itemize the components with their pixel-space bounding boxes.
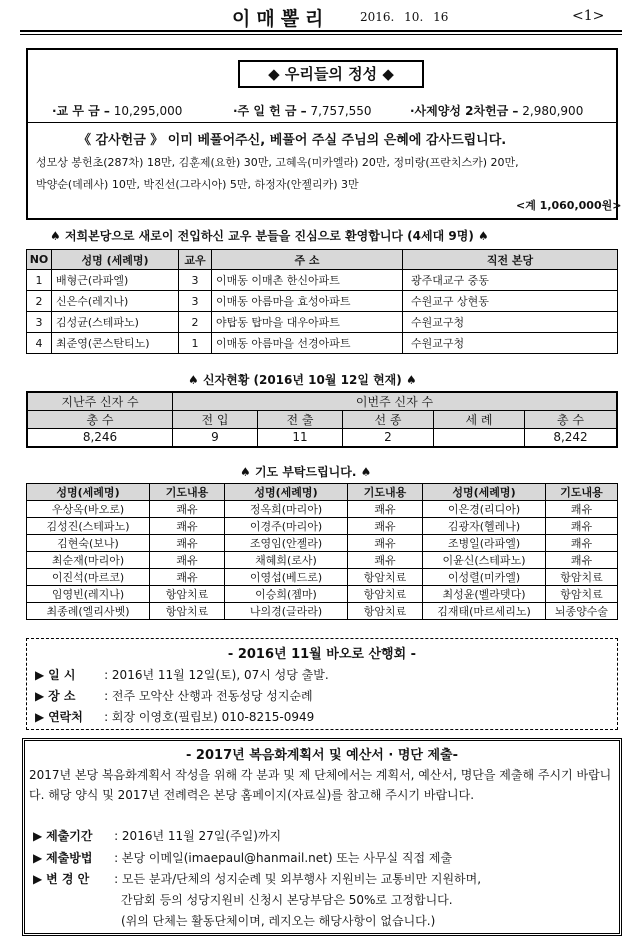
pilgrimage-label: 장 소 (48, 689, 76, 703)
value-cell: 2 (343, 429, 434, 447)
sub-header: 전 출 (258, 411, 343, 429)
bulletin-title: 이매뽈리 (232, 8, 330, 30)
thanks-total: <계 1,060,000원> (516, 199, 622, 212)
page-number: <1> (572, 8, 605, 24)
arrow-icon: ▶ (33, 872, 43, 886)
table-cell: 항암치료 (150, 586, 225, 603)
table-row (27, 569, 618, 586)
offering-item (233, 102, 372, 119)
bulletin-date: 2016. 10. 16 (360, 10, 449, 24)
table-header: 기도내용 (348, 484, 423, 501)
table-row (27, 518, 618, 535)
believers-heading (188, 371, 417, 388)
table-cell: 쾌유 (150, 569, 225, 586)
offering-item (410, 102, 583, 119)
table-cell: 4 (27, 333, 52, 354)
notice-row (33, 870, 481, 887)
table-header: 주 소 (212, 250, 403, 270)
table-header-row (27, 250, 618, 270)
table-cell: 임영빈(레지나) (27, 586, 150, 603)
notice-text: : 모든 분과/단체의 성지순례 및 외부행사 지원비는 교통비만 지원하며, (114, 872, 482, 886)
table-row (27, 291, 618, 312)
table-cell: 쾌유 (348, 518, 423, 535)
table-row (27, 552, 618, 569)
notice-continuation: 간담회 등의 성당지원비 신청시 본당부담은 50%로 고정합니다. (121, 893, 453, 907)
thanks-title: 《 감사헌금 》 이미 베풀어주신, 베풀어 주실 주님의 은혜에 감사드립니다. (78, 133, 507, 148)
table-row (27, 501, 618, 518)
notice-title: - 2017년 복음화계획서 및 예산서 · 명단 제출- (186, 748, 458, 763)
spade-icon: ♠ (50, 229, 61, 243)
table-cell: 쾌유 (546, 501, 618, 518)
notice-text: : 본당 이메일(imaepaul@hanmail.net) 또는 사무실 직접 제출 (114, 851, 453, 865)
table-header: NO (27, 250, 52, 270)
table-cell: 김성진(스테파노) (27, 518, 150, 535)
pilgrimage-row (35, 687, 313, 704)
offering-item-label: ·교 무 금 – (52, 104, 110, 118)
table-cell: 3 (27, 312, 52, 333)
table-cell: 나의경(글라라) (225, 603, 348, 620)
table-cell: 1 (27, 270, 52, 291)
table-cell: 이은경(리디아) (423, 501, 546, 518)
arrow-icon: ▶ (35, 668, 45, 682)
arrow-icon: ▶ (35, 689, 45, 703)
table-cell: 쾌유 (348, 501, 423, 518)
table-cell: 항암치료 (348, 586, 423, 603)
table-cell: 이윤신(스테파노) (423, 552, 546, 569)
table-cell: 배형근(라파엘) (52, 270, 179, 291)
sub-header: 세 례 (434, 411, 525, 429)
table-header: 성명 (세례명) (52, 250, 179, 270)
pilgrimage-box (26, 638, 618, 730)
prayer-table (26, 483, 618, 620)
table-cell: 이경주(마리아) (225, 518, 348, 535)
notice-text: : 2016년 11월 27일(주일)까지 (114, 829, 282, 843)
offering-item-label: ·사제양성 2차헌금 – (410, 104, 519, 118)
notice-box (22, 738, 622, 936)
offering-item-label: ·주 일 헌 금 – (233, 104, 307, 118)
table-cell: 최순재(마리아) (27, 552, 150, 569)
table-cell: 최종례(엘리사벳) (27, 603, 150, 620)
table-cell: 이매동 이매촌 한신아파트 (212, 270, 403, 291)
table-cell: 2 (179, 312, 212, 333)
diamond-icon: ◆ (268, 65, 280, 83)
diamond-icon: ◆ (382, 65, 394, 83)
value-cell (434, 429, 525, 447)
welcome-heading (50, 227, 489, 244)
offering-item-value: 7,757,550 (310, 104, 372, 118)
sub-header: 선 종 (343, 411, 434, 429)
notice-body: 2017년 본당 복음화계획서 작성을 위해 각 분과 및 제 단체에서는 계획서, 예산서, 명단을 제출해 주시기 바랍니다. 해당 양식 및 2017년 전례력은 본당 홈페이지(자료실)를 참고해 주시기 바랍니다. (29, 768, 612, 802)
value-cell: 9 (173, 429, 258, 447)
offering-item (52, 102, 182, 119)
notice-label: 제출방법 (46, 851, 93, 865)
notice-label: 제출기간 (46, 829, 93, 843)
notice-row (33, 827, 281, 844)
table-cell: 쾌유 (150, 535, 225, 552)
header-rule-thin (20, 34, 622, 35)
arrow-icon: ▶ (35, 710, 45, 724)
pilgrimage-row (35, 708, 314, 725)
pilgrimage-label: 일 시 (48, 668, 76, 682)
table-header: 성명(세례명) (225, 484, 348, 501)
table-cell: 쾌유 (546, 518, 618, 535)
table-header: 직전 본당 (403, 250, 618, 270)
table-cell: 쾌유 (150, 518, 225, 535)
table-cell: 쾌유 (150, 501, 225, 518)
last-week-header: 지난주 신자 수 (27, 392, 173, 411)
table-cell: 3 (179, 291, 212, 312)
this-total: 8,242 (525, 429, 618, 447)
table-row (27, 312, 618, 333)
table-cell: 정옥희(마리아) (225, 501, 348, 518)
table-header: 성명(세례명) (27, 484, 150, 501)
table-cell: 광주대교구 중동 (403, 270, 618, 291)
notice-row (33, 849, 452, 866)
pilgrimage-text: : 전주 모악산 산행과 전동성당 성지순례 (104, 689, 313, 703)
arrow-icon: ▶ (33, 851, 43, 865)
table-cell: 쾌유 (546, 552, 618, 569)
value-cell: 11 (258, 429, 343, 447)
welcome-table (26, 249, 618, 354)
table-cell: 김광자(헬레나) (423, 518, 546, 535)
table-row (27, 333, 618, 354)
table-cell: 3 (179, 270, 212, 291)
spade-icon: ♠ (360, 465, 372, 479)
table-cell: 조영임(안젤라) (225, 535, 348, 552)
table-cell: 쾌유 (546, 535, 618, 552)
table-cell: 항암치료 (546, 586, 618, 603)
table-cell: 신은수(레지나) (52, 291, 179, 312)
offering-title: 우리들의 정성 (284, 65, 378, 83)
table-cell: 이매동 아름마을 효성아파트 (212, 291, 403, 312)
table-cell: 최성윤(벨라뎃다) (423, 586, 546, 603)
pilgrimage-text: : 2016년 11월 12일(토), 07시 성당 출발. (104, 668, 329, 682)
table-cell: 우상옥(바오로) (27, 501, 150, 518)
spade-icon: ♠ (405, 373, 417, 387)
thanks-line: 박양순(데레사) 10만, 박진선(그라시아) 5만, 하정자(안젤리카) 3만 (36, 178, 359, 191)
table-cell: 조병일(라파엘) (423, 535, 546, 552)
table-cell: 수원교구 상현동 (403, 291, 618, 312)
table-cell: 이진석(마르코) (27, 569, 150, 586)
pilgrimage-label: 연락처 (48, 710, 83, 724)
table-cell: 뇌종양수술 (546, 603, 618, 620)
notice-label: 변 경 안 (46, 872, 90, 886)
thanks-line: 성모상 봉헌초(287차) 18만, 김훈제(요한) 30만, 고혜옥(미카엘라) 20만, 정미랑(프란치스카) 20만, (36, 156, 519, 169)
table-cell: 쾌유 (348, 552, 423, 569)
table-cell: 항암치료 (348, 603, 423, 620)
spade-icon: ♠ (478, 229, 489, 243)
this-week-header: 이번주 신자 수 (173, 392, 618, 411)
table-cell: 이성렬(미카엘) (423, 569, 546, 586)
table-cell: 김성균(스테파노) (52, 312, 179, 333)
offering-box (26, 48, 622, 220)
prayer-heading (240, 463, 371, 480)
offering-item-value: 2,980,900 (522, 104, 584, 118)
pilgrimage-text: : 회장 이영호(필립보) 010-8215-0949 (104, 710, 315, 724)
welcome-title: 저희본당으로 새로이 전입하신 교우 분들을 진심으로 환영합니다 (4세대 9명) (64, 229, 474, 243)
total-label: 총 수 (27, 411, 173, 429)
table-cell: 이승희(젬마) (225, 586, 348, 603)
table-cell: 이매동 아름마을 선경아파트 (212, 333, 403, 354)
notice-continuation: (위의 단체는 활동단체이며, 레지오는 해당사항이 없습니다.) (121, 914, 436, 928)
table-cell: 수원교구청 (403, 312, 618, 333)
arrow-icon: ▶ (33, 829, 43, 843)
believers-table (26, 391, 618, 448)
table-cell: 2 (27, 291, 52, 312)
believers-title: 신자현황 (2016년 10월 12일 현재) (202, 373, 402, 387)
spade-icon: ♠ (188, 373, 199, 387)
header-rule (20, 30, 622, 32)
offering-item-value: 10,295,000 (113, 104, 183, 118)
table-cell: 항암치료 (348, 569, 423, 586)
table-cell: 채혜희(로사) (225, 552, 348, 569)
table-row (27, 270, 618, 291)
table-cell: 쾌유 (150, 552, 225, 569)
table-cell: 수원교구청 (403, 333, 618, 354)
table-cell: 항암치료 (546, 569, 618, 586)
table-cell: 항암치료 (150, 603, 225, 620)
table-cell: 야탑동 탑마을 대우아파트 (212, 312, 403, 333)
table-cell: 1 (179, 333, 212, 354)
table-row (27, 603, 618, 620)
table-header: 기도내용 (546, 484, 618, 501)
spade-icon: ♠ (240, 465, 251, 479)
offering-divider (28, 122, 616, 123)
table-cell: 김현숙(보나) (27, 535, 150, 552)
sub-header: 전 입 (173, 411, 258, 429)
table-row (27, 535, 618, 552)
table-cell: 김재태(마르세리노) (423, 603, 546, 620)
total-label: 총 수 (525, 411, 618, 429)
last-total: 8,246 (27, 429, 173, 447)
offering-title-box (238, 60, 424, 88)
table-row (27, 586, 618, 603)
table-cell: 이영섭(베드로) (225, 569, 348, 586)
table-cell: 최준영(콘스탄티노) (52, 333, 179, 354)
table-header: 성명(세례명) (423, 484, 546, 501)
prayer-title: 기도 부탁드립니다. (254, 465, 357, 479)
pilgrimage-title: - 2016년 11월 바오로 산행회 - (227, 647, 417, 662)
table-header: 기도내용 (150, 484, 225, 501)
table-cell: 쾌유 (348, 535, 423, 552)
pilgrimage-row (35, 666, 329, 683)
table-header: 교우 (179, 250, 212, 270)
